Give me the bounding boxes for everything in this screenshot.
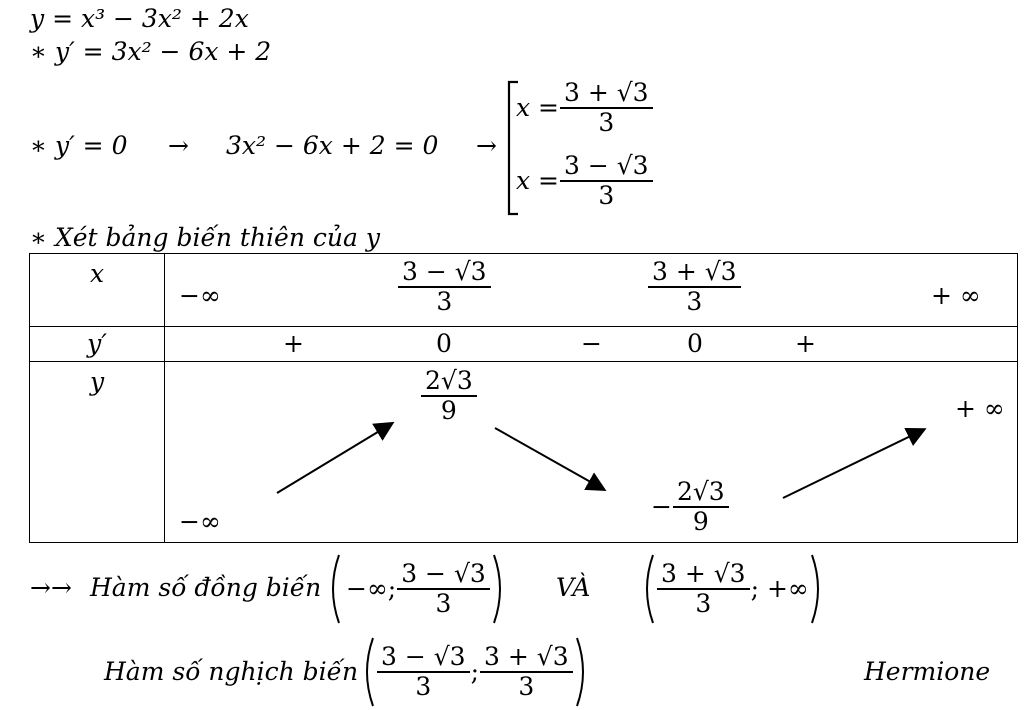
row-y <box>30 362 1018 543</box>
y-start-neg-infinity: −∞ <box>179 507 221 536</box>
variation-arrows <box>165 362 1017 542</box>
decreasing-numerator-1: 3 − √3 <box>381 642 466 671</box>
right-paren-icon <box>491 553 507 625</box>
row-y-label: y <box>89 367 105 396</box>
interval-2-right-bound: ; +∞ <box>750 574 809 603</box>
decreasing-arrow <box>495 428 603 489</box>
row-derivative <box>30 327 1018 362</box>
conclusion-arrows: →→ <box>30 573 72 602</box>
x-neg-infinity: −∞ <box>179 281 221 310</box>
increasing-interval-1 <box>326 553 507 625</box>
arrow-implies-1: → <box>168 131 189 160</box>
x-critical-1-numerator: 3 − √3 <box>402 257 487 286</box>
row-derivative-label: y′ <box>87 329 107 358</box>
row-x <box>30 254 1018 327</box>
root-1-prefix: x = <box>516 93 559 122</box>
variation-table <box>29 253 1018 543</box>
root-2-prefix: x = <box>516 166 559 195</box>
root-1 <box>516 79 654 137</box>
root-2-numerator: 3 − √3 <box>564 151 649 180</box>
derivative-zero-label: ∗ y′ = 0 <box>30 131 128 160</box>
x-critical-1-denominator: 3 <box>398 286 491 316</box>
x-critical-2 <box>650 258 739 316</box>
interval-1-numerator: 3 − √3 <box>401 559 486 588</box>
author-signature: Hermione <box>864 657 991 686</box>
left-paren-icon <box>326 553 342 625</box>
x-pos-infinity: + ∞ <box>931 281 981 310</box>
connector-and: VÀ <box>556 573 591 602</box>
sign-interval-3: + <box>795 329 816 358</box>
root-1-numerator: 3 + √3 <box>564 78 649 107</box>
root-2 <box>516 152 654 210</box>
left-paren-icon <box>360 636 376 708</box>
interval-2-numerator: 3 + √3 <box>661 559 746 588</box>
local-minimum-sign: − <box>651 492 672 521</box>
increasing-arrow-1 <box>277 424 391 493</box>
row-y-values <box>165 362 1018 543</box>
row-derivative-header <box>30 327 165 362</box>
increasing-text: Hàm số đồng biến <box>90 573 322 602</box>
local-maximum-denominator: 9 <box>421 395 477 425</box>
x-critical-2-denominator: 3 <box>648 286 741 316</box>
right-paren-icon <box>574 636 590 708</box>
function-definition: y = x³ − 3x² + 2x <box>30 4 249 33</box>
row-derivative-values <box>165 327 1018 362</box>
derivative-zero-1: 0 <box>436 329 452 358</box>
increasing-arrow-2 <box>783 430 923 498</box>
root-2-fraction <box>562 152 651 210</box>
decreasing-text: Hàm số nghịch biến <box>104 657 359 686</box>
x-critical-1 <box>400 258 489 316</box>
local-maximum-numerator: 2√3 <box>425 366 473 395</box>
right-paren-icon <box>809 553 825 625</box>
quadratic-equation: 3x² − 6x + 2 = 0 <box>226 131 439 160</box>
row-y-header <box>30 362 165 543</box>
root-1-fraction <box>562 79 651 137</box>
variation-table-heading: ∗ Xét bảng biến thiên của y <box>30 223 380 252</box>
interval-1-denominator: 3 <box>397 588 490 618</box>
arrow-implies-2: → <box>476 131 497 160</box>
x-critical-2-numerator: 3 + √3 <box>652 257 737 286</box>
root-1-denominator: 3 <box>560 107 653 137</box>
row-x-header <box>30 254 165 327</box>
increasing-interval-2 <box>640 553 825 625</box>
y-end-pos-infinity: + ∞ <box>955 394 1005 423</box>
decreasing-denominator-2: 3 <box>480 671 573 701</box>
root-2-denominator: 3 <box>560 180 653 210</box>
decreasing-interval <box>360 636 590 708</box>
derivative-definition: ∗ y′ = 3x² − 6x + 2 <box>30 37 272 66</box>
decreasing-separator: ; <box>470 657 480 686</box>
left-paren-icon <box>640 553 656 625</box>
interval-2-denominator: 3 <box>657 588 750 618</box>
derivative-zero-2: 0 <box>687 329 703 358</box>
decreasing-denominator-1: 3 <box>377 671 470 701</box>
interval-1-left-bound: −∞; <box>346 574 397 603</box>
row-x-values <box>165 254 1018 327</box>
row-x-label: x <box>89 259 105 288</box>
sign-interval-2: − <box>581 329 602 358</box>
decreasing-numerator-2: 3 + √3 <box>484 642 569 671</box>
local-minimum-denominator: 9 <box>673 506 729 536</box>
sign-interval-1: + <box>283 329 304 358</box>
local-minimum-numerator: 2√3 <box>676 477 725 506</box>
